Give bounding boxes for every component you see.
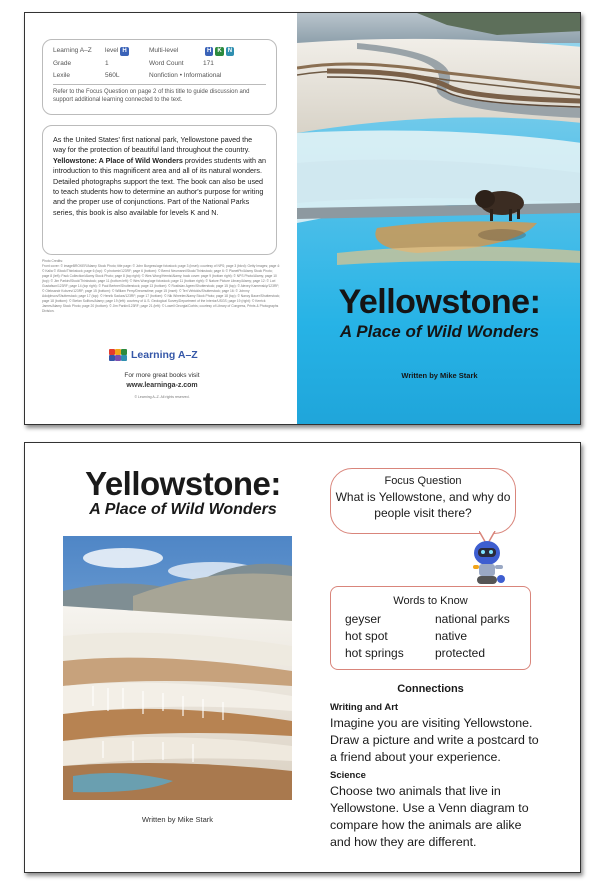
back-and-front-cover-panel — [24, 12, 581, 425]
level-badge: H — [122, 48, 127, 54]
info-value: 1 — [105, 60, 109, 67]
more-books-text: For more great books visit www.learninga-z.com — [124, 372, 200, 389]
title-page-subtitle: A Place of Wild Wonders — [89, 501, 277, 518]
cover-author: Written by Mike Stark — [401, 371, 478, 380]
vocab-word: native — [435, 629, 468, 643]
logo-mark-icon — [109, 349, 127, 361]
divider — [53, 84, 266, 85]
book-description: As the United States' first national park, Yellowstone paved the way for the protection of beautiful land throughout the country. Yellowstone: A Place of Wild Wonders provides students with an introduction to this magnificent area and all of its natural wonders. Detailed photographs support the text. The book can also be used to teach students how to determine an author's purpose for writing and the proper use of conjunctions. Part of the National Parks series, this book is also available for levels K and N. — [42, 125, 277, 255]
front-cover — [297, 13, 581, 425]
book-title-inline: Yellowstone: A Place of Wild Wonders — [53, 155, 183, 165]
info-label: Learning A–Z — [53, 47, 92, 54]
title-page-author: Written by Mike Stark — [141, 815, 214, 824]
info-label: Word Count — [149, 60, 184, 67]
words-to-know-box — [330, 586, 531, 670]
copyright: © Learning A–Z. All rights reserved. — [134, 395, 190, 399]
info-value: 560L — [105, 72, 120, 79]
info-label: Lexile — [53, 72, 70, 79]
multi-level-badges: H K N — [207, 48, 233, 54]
vocab-word: hot springs — [345, 646, 404, 660]
info-note: Refer to the Focus Question on page 2 of this title to guide discussion and support additional learning connected to the text. — [53, 89, 250, 103]
connections-section-heading: Science — [330, 770, 366, 781]
vocab-word: protected — [435, 646, 486, 660]
focus-question-heading: Focus Question — [384, 475, 462, 487]
words-to-know-heading: Words to Know — [393, 595, 468, 607]
cover-subtitle: A Place of Wild Wonders — [339, 322, 540, 341]
robot-mascot-icon — [465, 539, 507, 587]
photo-credits: Photo Credits: Front cover: © imageBROKER/Alamy Stock Photo; title page: © John Burgess/age fotostock; page 3 (inset): courtesy of NPS; page 3 (bkrd): Getty Images; page 4: © Kalia © iStock/Thinkstock; page 6 (top): © photomir/123RF; page 6 (bottom): © Bernd Neumann/iStock/Thinkstock; page 6: © PlanetPix/Alamy Stock Photo; page 8 (left): Pack Collection/Alamy Stock Photo; page 8 (top right): © Wes Wong/Hemis/Alamy; back cover: page 9 (bottom right): © NPS Photo/Alamy; page 10 (top): © Jim Parkin/iStock/Thinkstock; page 11 (bottom left): © Wes Wong/age fotostock; page 11 (bottom right): © Nature Picture Library/Alamy; page 12: © Lori Gustafson/123RF; page 14 (top right): © Paul Bertner/Shutterstock; page 13 (bottom): © Rostislav Ageev/Shutterstock; page 15 (top): © Alexey Kamenskiy/123RF; © Oleksandr Kobzev/123RF; page 15 (bottom): © William Perry/Dreamstime; page 15 (inset): © Teri Virbickis/Shutterstock; page 16: © Johnny Adolphson/Shutterstock; page 17 (top): © Henrik Sadura/123RF; page 17 (bottom): © Nik Wheeler/Alamy Stock Photo; page 18 (top): © Nancy Bauer/Shutterstock; page 18 (bottom): © Stefan Sollfors/Alamy; page 19 (left): courtesy of U.S. Geological Survey/Department of the Interior/USGS; page 19 (right): © Kerrick James/Alamy Stock Photo; page 20 (bottom): © Jim Parkin/123RF; page 21 (left): © Lowell Georgia/Corbis; courtesy of Library of Congress, Prints & Photographs Division. — [42, 259, 280, 313]
connections-section-text: Imagine you are visiting Yellowstone. Draw a picture and write a postcard to a friend about your experience. — [330, 716, 539, 764]
cover-photo-bison-hot-spring — [297, 13, 581, 425]
title-page-title: Yellowstone: — [85, 465, 281, 502]
title-page-panel — [24, 442, 581, 873]
vocab-word: geyser — [345, 612, 382, 626]
info-label: Grade — [53, 60, 72, 67]
learning-az-logo: Learning A–Z — [109, 349, 198, 361]
connections-section-heading: Writing and Art — [330, 702, 399, 713]
title-page-photo-mammoth-terraces — [63, 536, 292, 800]
book-info-box — [42, 39, 277, 115]
cover-title: Yellowstone: — [338, 283, 541, 321]
info-value: Nonfiction • Informational — [149, 72, 222, 79]
website-link[interactable]: www.learninga-z.com — [126, 382, 198, 389]
info-label: Multi-level — [149, 47, 179, 54]
vocab-word: national parks — [435, 612, 510, 626]
connections-heading: Connections — [397, 683, 464, 695]
level-prefix: level — [105, 47, 119, 54]
vocab-word: hot spot — [345, 629, 388, 643]
focus-question-bubble — [330, 468, 516, 534]
focus-question-text: What is Yellowstone, and why do people visit there? — [335, 490, 511, 520]
connections-section-text: Choose two animals that live in Yellowstone. Use a Venn diagram to compare how the animals are alike and how they are different. — [330, 784, 529, 849]
info-value: 171 — [203, 60, 214, 67]
